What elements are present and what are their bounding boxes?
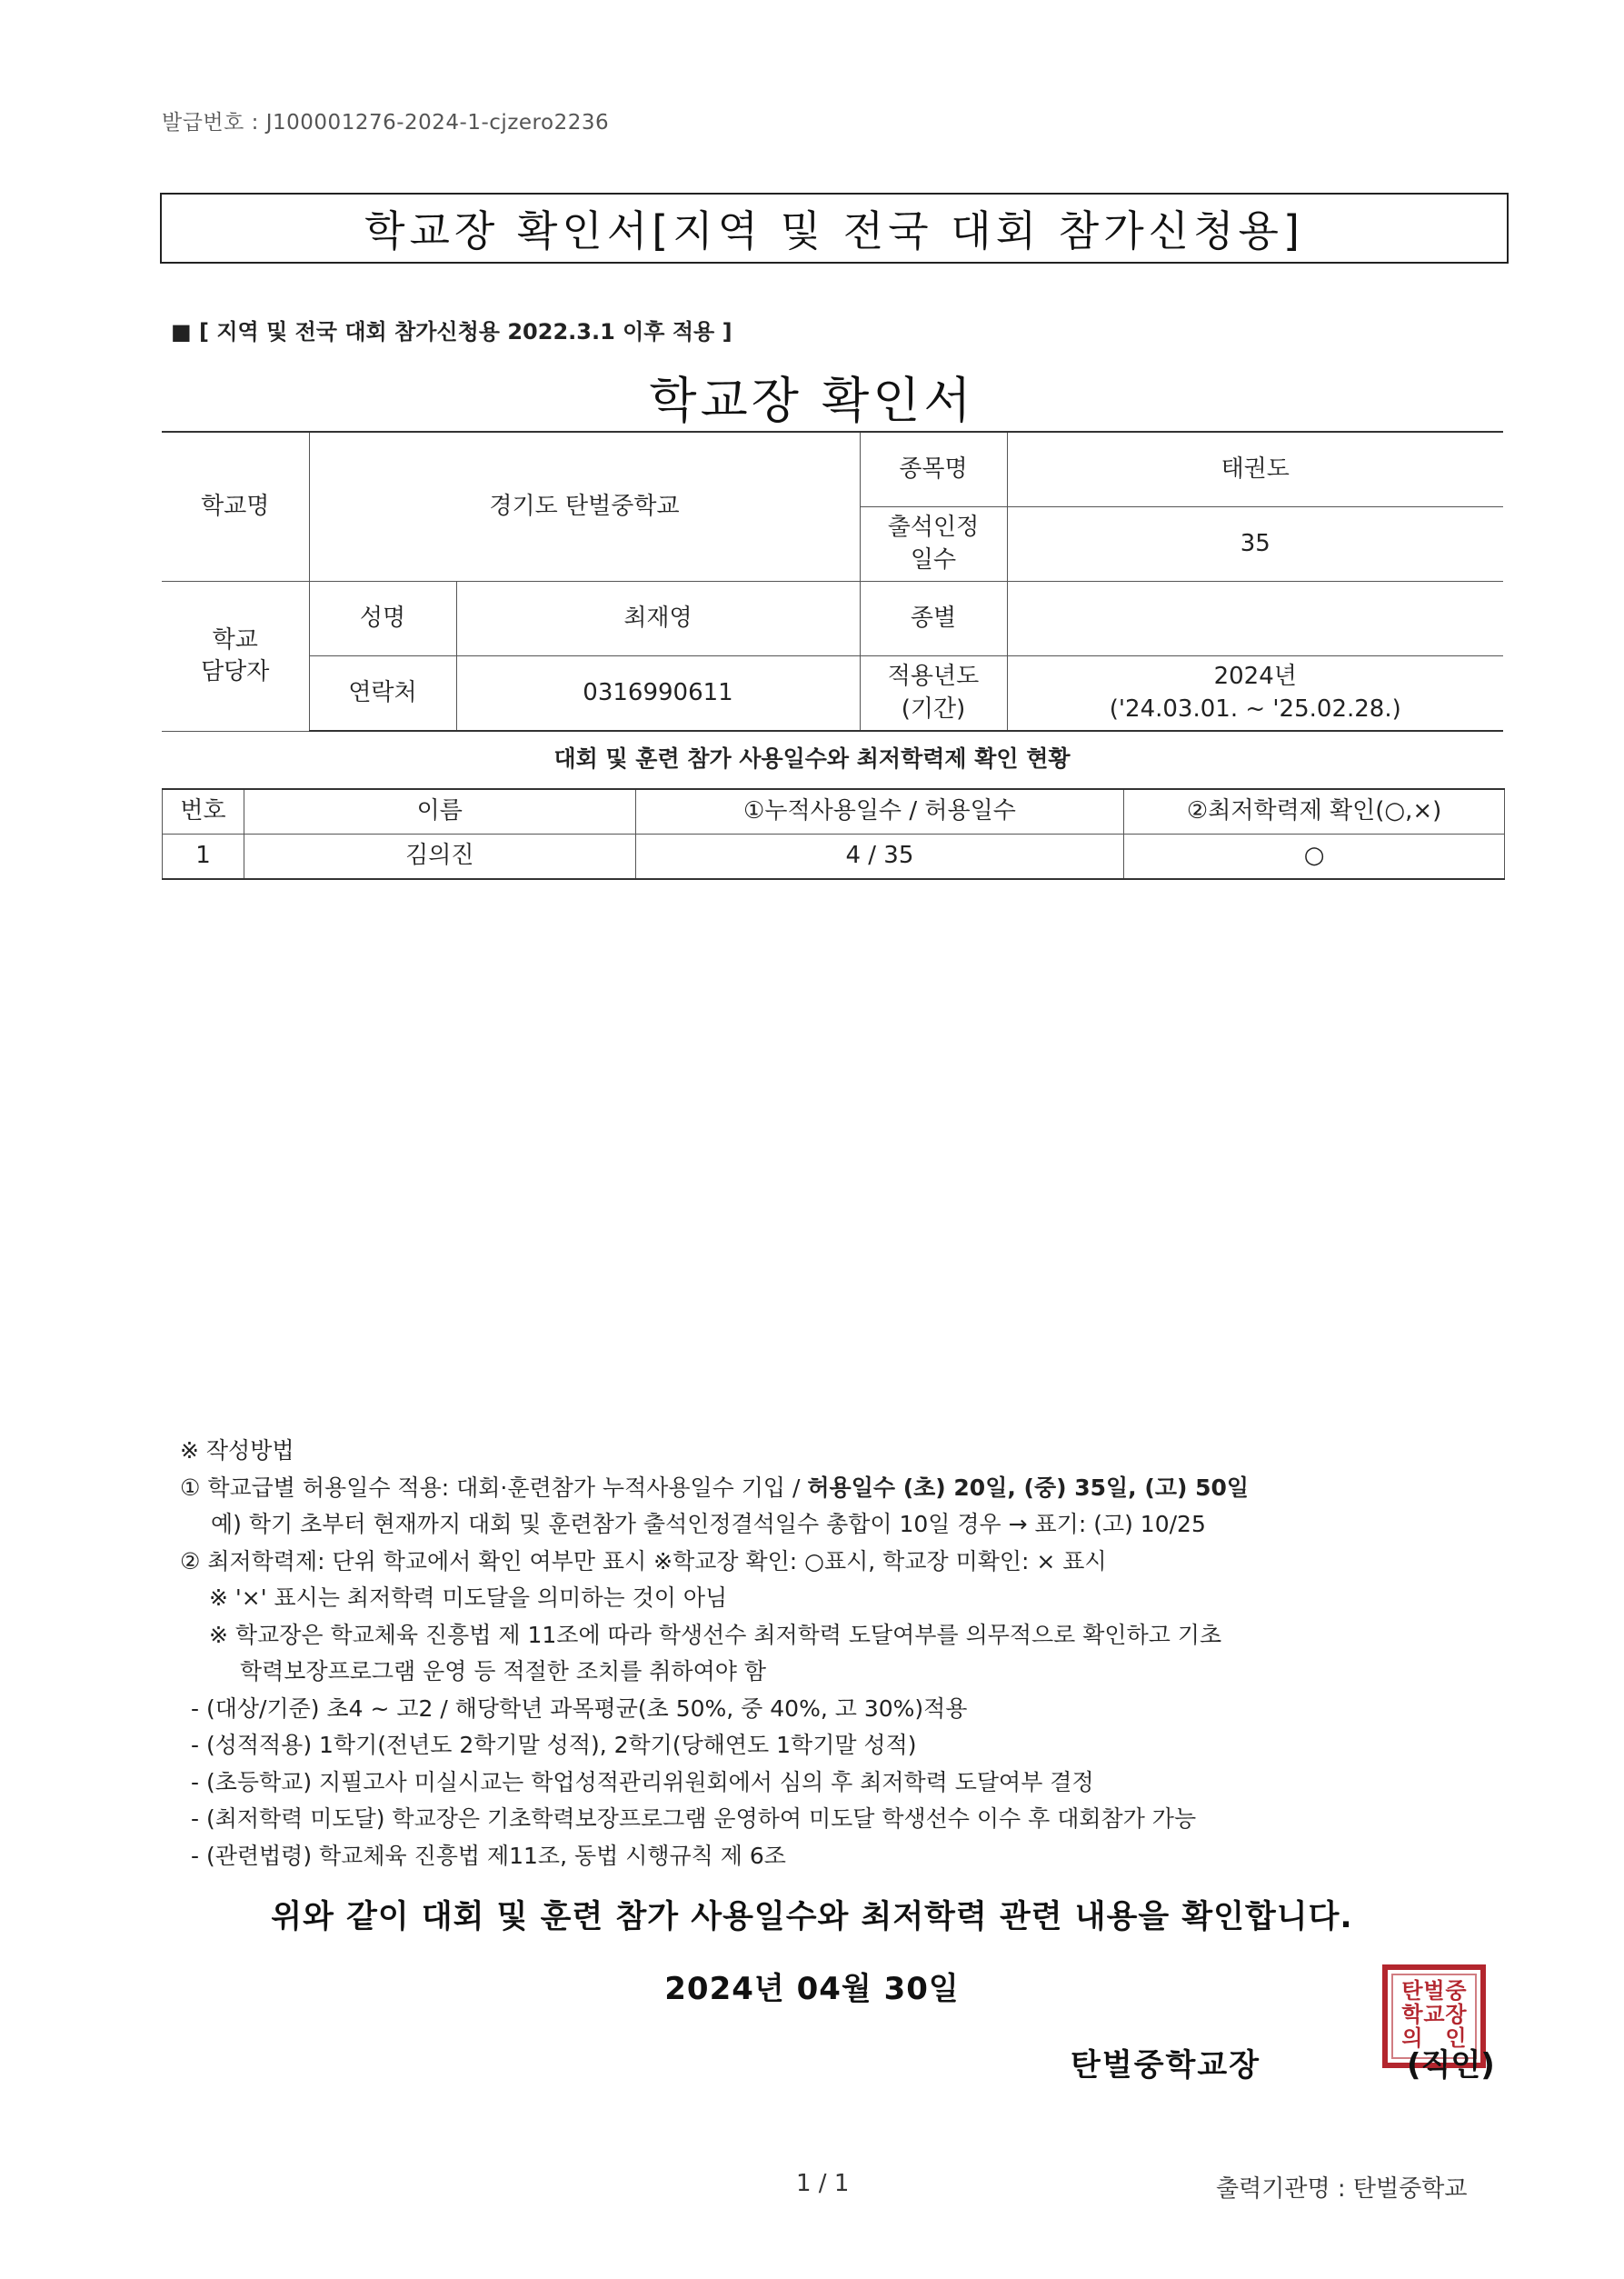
row-number: 1 bbox=[163, 835, 244, 880]
category-value bbox=[1007, 582, 1503, 656]
applied-year-label bbox=[860, 656, 1007, 732]
year-value-line2: ('24.03.01. ~ '25.02.28.) bbox=[1109, 695, 1401, 723]
usage-header-row bbox=[163, 789, 1505, 835]
header-name: 이름 bbox=[244, 789, 635, 835]
staff-label-line1: 학교 bbox=[212, 625, 258, 654]
attendance-days-label bbox=[860, 507, 1007, 582]
year-value-line1: 2024년 bbox=[1213, 663, 1297, 691]
applied-year-value bbox=[1007, 656, 1503, 732]
instruction-bold: 허용일수 (초) 20일, (중) 35일, (고) 50일 bbox=[807, 1474, 1250, 1501]
header-number: 번호 bbox=[163, 789, 244, 835]
instruction-line bbox=[180, 1470, 1452, 1507]
school-staff-label bbox=[162, 582, 309, 732]
seal-glyph: 탄 bbox=[1401, 1978, 1423, 2004]
table-row bbox=[163, 835, 1505, 880]
page-number: 1 / 1 bbox=[796, 2170, 850, 2197]
instruction-line: - (초등학교) 지필고사 미실시교는 학업성적관리위원회에서 심의 후 최저학력 도달여부 결정 bbox=[191, 1768, 1094, 1795]
school-name-value: 경기도 탄벌중학교 bbox=[309, 432, 860, 582]
staff-name-value: 최재영 bbox=[456, 582, 860, 656]
instructions-heading: ※ 작성방법 bbox=[180, 1437, 294, 1464]
staff-label-line2: 담당자 bbox=[201, 657, 270, 685]
instruction-line: - (대상/기준) 초4 ~ 고2 / 해당학년 과목평균(초 50%, 중 40%, 고 30%)적용 bbox=[191, 1694, 968, 1722]
event-value: 태권도 bbox=[1007, 432, 1503, 507]
seal-glyph: 인 bbox=[1445, 2025, 1467, 2051]
row-min-academic: ○ bbox=[1124, 835, 1505, 880]
seal-glyph: 교 bbox=[1423, 2002, 1445, 2027]
instructions bbox=[180, 1433, 1452, 1874]
contact-value: 0316990611 bbox=[456, 656, 860, 732]
event-label: 종목명 bbox=[860, 432, 1007, 507]
attendance-label-line2: 일수 bbox=[910, 545, 957, 574]
seal-glyph: 의 bbox=[1401, 2025, 1423, 2051]
seal-glyph: 장 bbox=[1445, 2002, 1467, 2027]
signing-date: 2024년 04월 30일 bbox=[664, 1971, 960, 2007]
banner-title: 학교장 확인서[지역 및 전국 대회 참가신청용] bbox=[160, 193, 1509, 264]
instruction-line: - (관련법령) 학교체육 진흥법 제11조, 동법 시행규칙 제 6조 bbox=[191, 1842, 786, 1869]
info-row-contact bbox=[162, 656, 1503, 732]
school-info-table bbox=[162, 431, 1503, 732]
attendance-days-value: 35 bbox=[1007, 507, 1503, 582]
seal-glyph: 학 bbox=[1401, 2002, 1423, 2027]
year-label-line1: 적용년도 bbox=[887, 663, 980, 691]
info-row-event bbox=[162, 432, 1503, 507]
applies-line: ■ [ 지역 및 전국 대회 참가신청용 2022.3.1 이후 적용 ] bbox=[171, 319, 732, 345]
info-row-name bbox=[162, 582, 1503, 656]
header-min-academic: ②최저학력제 확인(○,×) bbox=[1124, 789, 1505, 835]
document-title: 학교장 확인서 bbox=[649, 372, 975, 429]
principal-title: 탄벌중학교장 bbox=[1071, 2047, 1261, 2084]
seal-glyph: 벌 bbox=[1423, 1978, 1445, 2004]
header-usage-days: ①누적사용일수 / 허용일수 bbox=[635, 789, 1124, 835]
row-name: 김의진 bbox=[244, 835, 635, 880]
instruction-line: ※ 학교장은 학교체육 진흥법 제 11조에 따라 학생선수 최저학력 도달여부를 의무적으로 확인하고 기초 bbox=[209, 1621, 1222, 1648]
issue-number: 발급번호 : J100001276-2024-1-cjzero2236 bbox=[162, 111, 610, 135]
confirmation-statement: 위와 같이 대회 및 훈련 참가 사용일수와 최저학력 관련 내용을 확인합니다. bbox=[271, 1899, 1353, 1935]
seal-placeholder: (직인) bbox=[1407, 2047, 1495, 2084]
instruction-line: - (성적적용) 1학기(전년도 2학기말 성적), 2학기(당해연도 1학기말 성적) bbox=[191, 1732, 917, 1758]
instruction-line: 학력보장프로그램 운영 등 적절한 조치를 취하여야 함 bbox=[240, 1658, 766, 1684]
contact-label: 연락처 bbox=[309, 656, 456, 732]
seal-glyph: 중 bbox=[1445, 1978, 1467, 2004]
usage-status-table bbox=[162, 788, 1505, 880]
instruction-line: ② 최저학력제: 단위 학교에서 확인 여부만 표시 ※학교장 확인: ○표시, 학교장 미확인: × 표시 bbox=[180, 1547, 1107, 1574]
attendance-label-line1: 출석인정 bbox=[887, 514, 980, 542]
school-name-label: 학교명 bbox=[162, 432, 309, 582]
staff-name-label: 성명 bbox=[309, 582, 456, 656]
row-usage-days: 4 / 35 bbox=[635, 835, 1124, 880]
instruction-line: 예) 학기 초부터 현재까지 대회 및 훈련참가 출석인정결석일수 총합이 10일 경우 → 표기: (고) 10/25 bbox=[211, 1511, 1206, 1537]
category-label: 종별 bbox=[860, 582, 1007, 656]
instruction-line: ※ '×' 표시는 최저학력 미도달을 의미하는 것이 아님 bbox=[209, 1584, 728, 1611]
instruction-line: - (최저학력 미도달) 학교장은 기초학력보장프로그램 운영하여 미도달 학생선수 이수 후 대회참가 가능 bbox=[191, 1805, 1197, 1832]
instruction-text: ① 학교급별 허용일수 적용: 대회·훈련참가 누적사용일수 기입 / bbox=[180, 1474, 808, 1501]
year-label-line2: (기간) bbox=[901, 695, 966, 723]
issuing-institution: 출력기관명 : 탄벌중학교 bbox=[1216, 2175, 1468, 2203]
status-caption: 대회 및 훈련 참가 사용일수와 최저학력제 확인 현황 bbox=[553, 745, 1071, 772]
